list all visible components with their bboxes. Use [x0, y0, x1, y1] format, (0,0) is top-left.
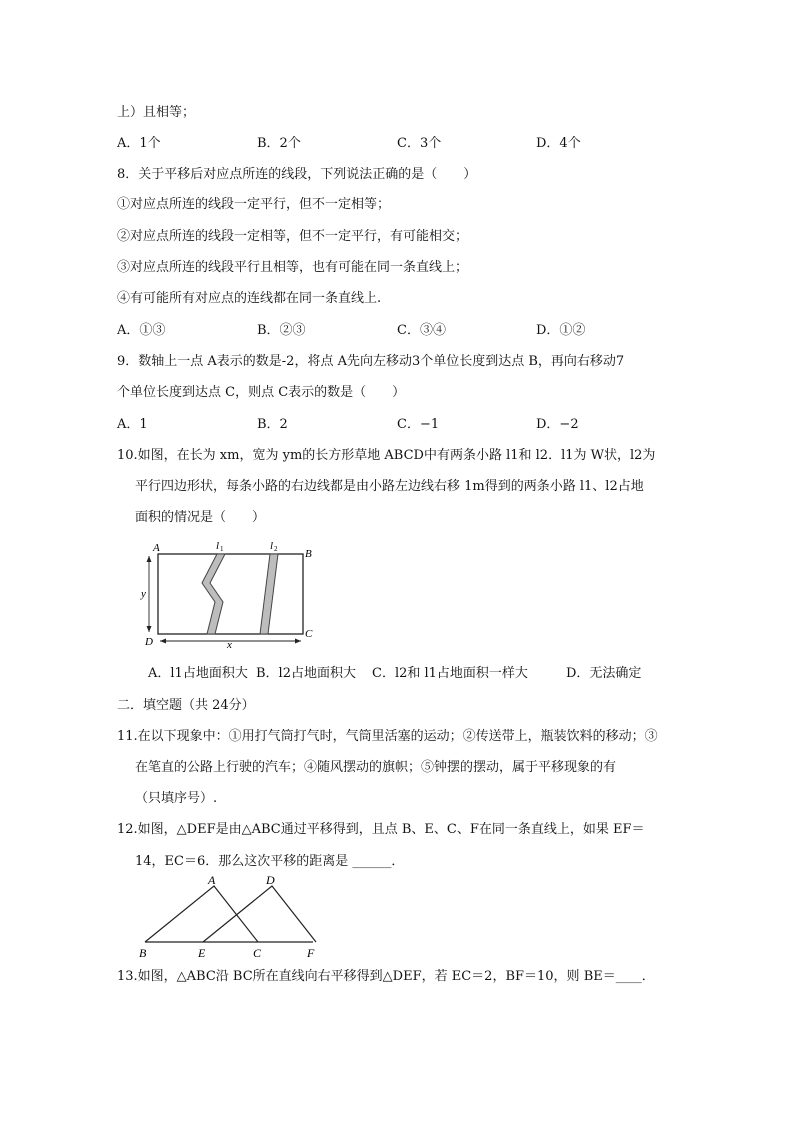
q8-option-c: C．③④ [397, 323, 446, 338]
q10-option-a: A．l1占地面积大 [148, 666, 248, 681]
figure-label-f: F [307, 946, 315, 960]
figure-label-y: y [141, 588, 146, 600]
figure-label-l2-subscript: 2 [274, 545, 278, 553]
q9-option-d: D．−2 [536, 417, 579, 432]
q7-option-c: C．3个 [397, 136, 442, 151]
figure-label-a: A [208, 873, 216, 887]
figure-label-x: x [227, 639, 232, 649]
y-arrow-up-icon [147, 556, 152, 562]
q8-option-b: B．②③ [257, 323, 306, 338]
q8-option-a: A．①③ [117, 323, 166, 338]
x-arrow-left-icon [160, 639, 166, 644]
figure-label-b: B [139, 946, 147, 960]
figure-label-e: E [198, 946, 206, 960]
figure-label-b: B [305, 548, 312, 560]
q8-statement-4: ④有可能所有对应点的连线都在同一条直线上. [117, 291, 382, 306]
figure-label-c: C [305, 628, 313, 640]
figure-label-d: D [266, 873, 275, 887]
q9-option-b: B．2 [257, 417, 288, 432]
figure-label-c: C [253, 946, 262, 960]
q11-line-3: （只填序号）. [135, 791, 218, 806]
q9-line-1: 9．数轴上一点 A表示的数是-2，将点 A先向左移动3个单位长度到达点 B，再向右移动7 [117, 354, 625, 369]
q10-option-d: D．无法确定 [566, 666, 642, 681]
q8-statement-3: ③对应点所连的线段平行且相等，也有可能在同一条直线上； [117, 260, 469, 275]
section-2-title: 二．填空题（共 24分） [117, 698, 255, 713]
rectangle-abcd [158, 554, 303, 634]
q7-option-b: B．2个 [257, 136, 301, 151]
figure-label-l1: l [216, 540, 220, 552]
q7-option-a: A．1个 [117, 136, 161, 151]
y-arrow-down-icon [147, 626, 152, 632]
q12-line-1: 12.如图，△DEF是由△ABC通过平移得到，且点 B、E、C、F在同一条直线上，如果 EF＝ [117, 822, 645, 837]
q7-tail: 上）且相等； [117, 105, 196, 120]
figure-label-d: D [145, 636, 153, 648]
q8-statement-2: ②对应点所连的线段一定相等，但不一定平行，有可能相交； [117, 229, 469, 244]
q9-line-2: 个单位长度到达点 C，则点 C表示的数是（ ） [117, 385, 406, 400]
figure-label-l1-subscript: 1 [220, 545, 224, 553]
triangle-translation-figure [135, 872, 325, 960]
q10-option-b: B．l2占地面积大 [256, 666, 356, 681]
figure-label-a: A [153, 542, 160, 554]
q10-option-c: C．l2和 l1占地面积一样大 [372, 666, 528, 681]
q10-line-1: 10.如图，在长为 xm，宽为 ym的长方形草地 ABCD中有两条小路 l1和 l2．l1为 W状，l2为 [117, 448, 656, 463]
triangle-abc [145, 886, 258, 942]
x-arrow-right-icon [295, 639, 301, 644]
q10-line-2: 平行四边形状，每条小路的右边线都是由小路左边线右移 1m得到的两条小路 l1、l2占地 [135, 479, 644, 494]
q11-line-2: 在笔直的公路上行驶的汽车；④随风摆动的旗帜；⑤钟摆的摆动，属于平移现象的有 [135, 760, 617, 775]
q10-line-3: 面积的情况是（ ） [135, 510, 266, 525]
q13-line-1: 13.如图，△ABC沿 BC所在直线向右平移得到△DEF，若 EC＝2，BF＝10，则 BE＝____． [117, 969, 655, 984]
q8-statement-1: ①对应点所连的线段一定平行，但不一定相等； [117, 197, 391, 212]
figure-label-l2: l [270, 540, 274, 552]
q9-option-a: A．1 [117, 417, 148, 432]
q12-line-2: 14，EC＝6．那么这次平移的距离是 ______． [135, 854, 405, 869]
q9-option-c: C．−1 [397, 417, 440, 432]
q11-line-1: 11.在以下现象中：①用打气筒打气时，气筒里活塞的运动；②传送带上，瓶装饮料的移动；③ [117, 729, 658, 744]
q7-option-d: D．4个 [536, 136, 581, 151]
rectangle-paths-figure [135, 537, 325, 649]
q8-option-d: D．①② [536, 323, 586, 338]
q8-stem: 8．关于平移后对应点所连的线段，下列说法正确的是（ ） [117, 167, 477, 182]
